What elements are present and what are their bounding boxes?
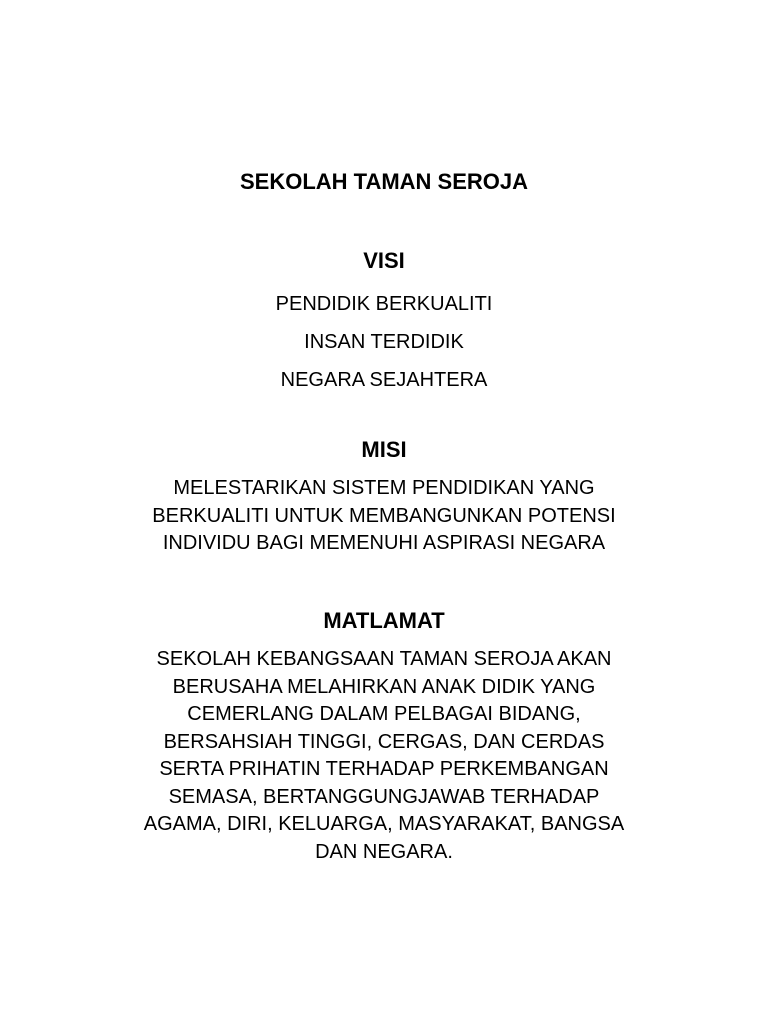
matlamat-line: AGAMA, DIRI, KELUARGA, MASYARAKAT, BANGSA <box>143 813 625 835</box>
matlamat-line: SERTA PRIHATIN TERHADAP PERKEMBANGAN <box>159 758 609 780</box>
matlamat-line: SEKOLAH KEBANGSAAN TAMAN SEROJA AKAN <box>156 648 612 670</box>
misi-line: INDIVIDU BAGI MEMENUHI ASPIRASI NEGARA <box>162 532 606 554</box>
matlamat-line: DAN NEGARA. <box>315 840 453 863</box>
visi-line: INSAN TERDIDIK <box>304 331 464 353</box>
matlamat-line: CEMERLANG DALAM PELBAGAI BIDANG, <box>187 703 581 725</box>
visi-text <box>0 285 768 399</box>
visi-heading: VISI <box>363 248 405 273</box>
document-title: SEKOLAH TAMAN SEROJA <box>239 169 529 194</box>
matlamat-line: BERSAHSIAH TINGGI, CERGAS, DAN CERDAS <box>163 730 605 753</box>
misi-heading: MISI <box>361 437 407 462</box>
matlamat-heading: MATLAMAT <box>323 608 445 633</box>
matlamat-line: SEMASA, BERTANGGUNGJAWAB TERHADAP <box>168 785 600 808</box>
misi-text <box>0 475 768 558</box>
misi-line: MELESTARIKAN SISTEM PENDIDIKAN YANG <box>173 477 595 499</box>
misi-line: BERKUALITI UNTUK MEMBANGUNKAN POTENSI <box>152 504 616 527</box>
visi-line: PENDIDIK BERKUALITI <box>275 293 493 315</box>
matlamat-line: BERUSAHA MELAHIRKAN ANAK DIDIK YANG <box>172 675 596 698</box>
visi-line: NEGARA SEJAHTERA <box>280 369 488 391</box>
matlamat-text <box>0 646 768 866</box>
